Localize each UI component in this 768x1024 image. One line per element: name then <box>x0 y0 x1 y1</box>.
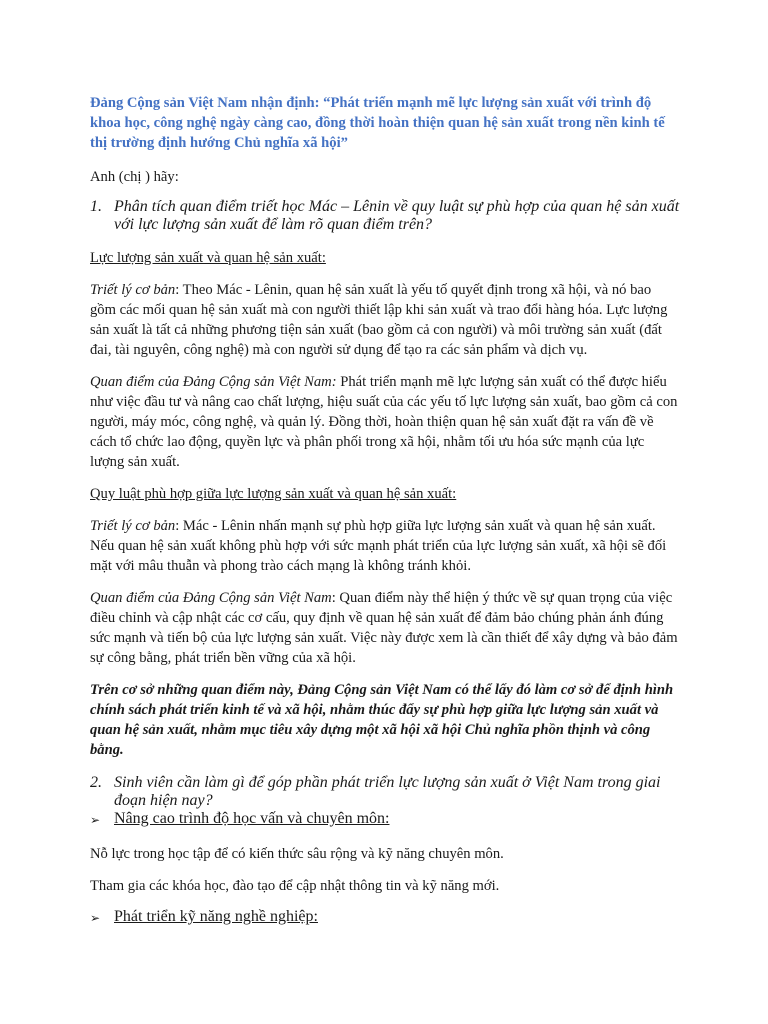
section-2-paragraph-2-lead: Quan điểm của Đảng Cộng sản Việt Nam <box>90 590 332 606</box>
question-1-number: 1. <box>90 198 102 215</box>
bullet-2-text: Phát triển kỹ năng nghề nghiệp: <box>114 908 318 925</box>
section-2-paragraph-1-lead: Triết lý cơ bản <box>90 518 176 534</box>
section-1-paragraph-1-lead: Triết lý cơ bản <box>90 282 176 298</box>
question-1-text: Phân tích quan điểm triết học Mác – Lênin về quy luật sự phù hợp của quan hệ sản xuất với lực lượng sản xuất để làm rõ quan điểm trên? <box>114 198 680 233</box>
section-1-paragraph-1 <box>90 280 680 360</box>
bullet-1 <box>90 810 680 830</box>
arrow-bullet-icon: ➢ <box>90 813 101 827</box>
section-2-paragraph-2-body: : Quan điểm này thể hiện ý thức về sự quan trọng của việc điều chỉnh và cập nhật các cơ cấu, quy định về quan hệ sản xuất để đảm bảo chúng phản ánh đúng sức mạnh và tiến bộ của lực lượng sản xuất. Việc này được xem là cần thiết để xây dựng và bảo đảm sự công bằng, phát triển bền vững của xã hội. <box>90 590 678 666</box>
question-2-text: Sinh viên cần làm gì để góp phần phát triển lực lượng sản xuất ở Việt Nam trong giai đoạn hiện nay? <box>114 774 661 809</box>
question-2 <box>90 774 680 810</box>
bullet-1-paragraph-1: Nỗ lực trong học tập để có kiến thức sâu rộng và kỹ năng chuyên môn. <box>90 846 504 862</box>
section-1-title: Lực lượng sản xuất và quan hệ sản xuất: <box>90 250 326 266</box>
question-2-number: 2. <box>90 774 102 791</box>
section-2-paragraph-1 <box>90 516 680 576</box>
section-2-title: Quy luật phù hợp giữa lực lượng sản xuất và quan hệ sản xuất: <box>90 486 457 502</box>
section-2-paragraph-2 <box>90 588 680 668</box>
section-1-paragraph-2-body: Phát triển mạnh mẽ lực lượng sản xuất có thể được hiểu như việc đầu tư và nâng cao chất lượng, hiệu suất của các yếu tố lực lượng sản xuất, bao gồm cả con người, máy móc, công nghệ, và quản lý. Đồng thời, hoàn thiện quan hệ sản xuất đặt ra vấn đề về cách tổ chức lao động, quyền lực và phân phối trong xã hội, nhằm tối ưu hóa sức mạnh của lực lượng sản xuất. <box>90 374 678 470</box>
section-1-paragraph-2 <box>90 372 680 472</box>
bullet-1-text: Nâng cao trình độ học vấn và chuyên môn: <box>114 810 390 827</box>
arrow-bullet-icon: ➢ <box>90 911 101 925</box>
conclusion-paragraph: Trên cơ sở những quan điểm này, Đảng Cộng sản Việt Nam có thể lấy đó làm cơ sở để định hình chính sách phát triển kinh tế và xã hội, nhằm thúc đẩy sự phù hợp giữa lực lượng sản xuất và quan hệ sản xuất, nhằm mục tiêu xây dựng một xã hội xã hội Chủ nghĩa phồn thịnh và công bằng. <box>90 682 674 758</box>
section-1-paragraph-2-lead: Quan điểm của Đảng Cộng sản Việt Nam: <box>90 374 337 390</box>
section-1-paragraph-1-body: : Theo Mác - Lênin, quan hệ sản xuất là yếu tố quyết định trong xã hội, và nó bao gồm các mối quan hệ sản xuất mà con người thiết lập khi sản xuất và trao đổi hàng hóa. Lực lượng sản xuất là tất cả những phương tiện sản xuất (bao gồm cả con người) và môi trường sản xuất (đất đai, tài nguyên, công nghệ) mà con người sử dụng để tạo ra các sản phẩm và dịch vụ. <box>90 282 668 358</box>
bullet-2 <box>90 908 680 928</box>
question-1 <box>90 198 680 234</box>
intro-text: Anh (chị ) hãy: <box>90 169 179 185</box>
section-2-paragraph-1-body: : Mác - Lênin nhấn mạnh sự phù hợp giữa lực lượng sản xuất và quan hệ sản xuất. Nếu quan hệ sản xuất không phù hợp với sức mạnh phát triển của lực lượng sản xuất, xã hội sẽ đối mặt với mâu thuẫn và phong trào cách mạng là không tránh khỏi. <box>90 518 667 574</box>
document-heading: Đảng Cộng sản Việt Nam nhận định: “Phát triển mạnh mẽ lực lượng sản xuất với trình độ khoa học, công nghệ ngày càng cao, đồng thời hoàn thiện quan hệ sản xuất trong nền kinh tế thị trường định hướng Chủ nghĩa xã hội” <box>90 95 665 151</box>
bullet-1-paragraph-2: Tham gia các khóa học, đào tạo để cập nhật thông tin và kỹ năng mới. <box>90 878 500 894</box>
